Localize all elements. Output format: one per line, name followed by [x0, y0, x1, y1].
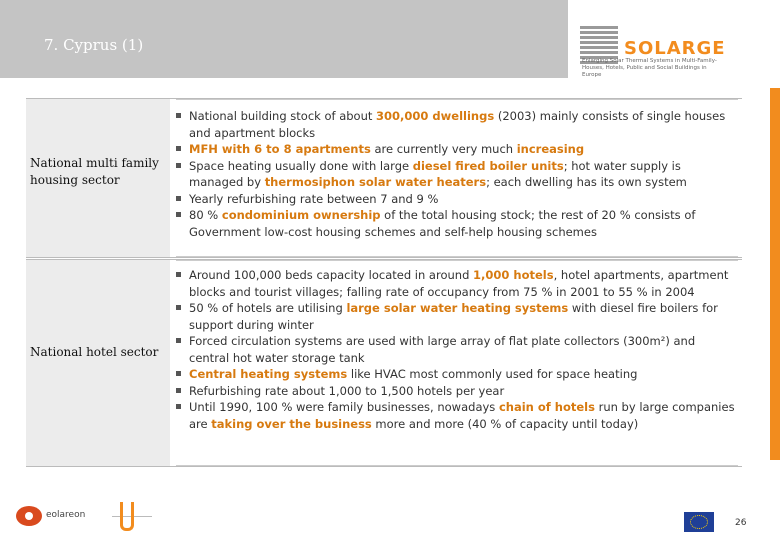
bullet-square-icon	[176, 163, 181, 168]
bullet-square-icon	[176, 338, 181, 343]
bullet-item	[176, 108, 738, 141]
bullet-text: like HVAC most commonly used for space heating	[347, 367, 638, 381]
eolareon-name: eolareon	[46, 510, 86, 520]
logo-name: SOLARGE	[624, 38, 726, 59]
bullet-item	[176, 333, 738, 366]
eu-flag-icon	[684, 512, 714, 532]
bullet-text: more and more (40 % of capacity until today)	[371, 416, 639, 431]
bullet-list	[176, 100, 738, 240]
bullet-square-icon	[176, 404, 181, 409]
bullet-item	[176, 399, 738, 432]
highlight-text: Central heating systems	[189, 367, 348, 381]
bullet-text: Yearly refurbishing rate between 7 and 9 %	[189, 191, 439, 206]
bullet-item	[176, 300, 738, 333]
bullet-item	[176, 191, 738, 208]
bullet-text: Until 1990, 100 % were family businesses, nowadays	[189, 400, 499, 414]
table-row	[26, 98, 742, 258]
bullet-square-icon	[176, 371, 181, 376]
bullet-text: , hotel apartments, apartment blocks and tourist villages; falling rate of occupancy from 75 % in 2001 to 55 % in 2004	[189, 268, 729, 299]
bullet-text: are currently very much	[370, 142, 517, 156]
highlight-text: 300,000 dwellings	[376, 109, 495, 123]
table-row	[26, 259, 742, 467]
bullet-text: Refurbishing rate about 1,000 to 1,500 hotels per year	[189, 383, 505, 398]
bullet-text: Forced circulation systems are used with large array of flat plate collectors (300m²) and central hot water storage tank	[189, 334, 696, 365]
bullet-square-icon	[176, 212, 181, 217]
bullet-text: with diesel fire boilers for support during winter	[189, 301, 718, 332]
bullet-list	[176, 261, 738, 432]
accent-bar	[770, 88, 780, 460]
bullet-text: of the total housing stock; the rest of 20 % consists of Government low-cost housing schemes and self-help housing schemes	[189, 208, 696, 239]
bullet-square-icon	[176, 272, 181, 277]
bullet-item	[176, 141, 738, 158]
bullet-item	[176, 383, 738, 400]
bullet-square-icon	[176, 305, 181, 310]
bullet-item	[176, 267, 738, 300]
highlight-text: thermosiphon solar water heaters	[264, 175, 487, 189]
highlight-text: condominium ownership	[221, 208, 381, 222]
row-label: National multi family housing sector	[30, 156, 159, 187]
row-content	[176, 99, 738, 257]
eolareon-mark-icon	[16, 506, 42, 526]
logo-tagline: Enlarging Solar Thermal Systems in Multi-Family-Houses, Hotels, Public and Social Buildings in Europe	[582, 58, 717, 78]
solarge-logo	[580, 26, 770, 82]
content-table	[26, 98, 742, 466]
highlight-text: MFH with 6 to 8 apartments	[189, 142, 371, 156]
highlight-text: increasing	[516, 142, 585, 156]
bullet-text: ; each dwelling has its own system	[486, 175, 687, 189]
bullet-item	[176, 158, 738, 191]
bullet-text: National building stock of about	[189, 109, 377, 123]
row-label-cell	[26, 99, 170, 257]
slide-title: 7. Cyprus (1)	[44, 36, 144, 54]
row-content	[176, 260, 738, 466]
highlight-text: 1,000 hotels	[473, 268, 554, 282]
bullet-item	[176, 207, 738, 240]
row-label: National hotel sector	[30, 345, 159, 359]
bullet-square-icon	[176, 146, 181, 151]
bullet-square-icon	[176, 113, 181, 118]
highlight-text: taking over the business	[211, 416, 372, 431]
highlight-text: diesel fired boiler units	[412, 158, 564, 173]
partner-logo	[112, 496, 152, 532]
bullet-square-icon	[176, 196, 181, 201]
bullet-text: 80 %	[189, 208, 222, 222]
bullet-text: ; hot water supply is managed by	[189, 158, 681, 189]
bullet-text: Around 100,000 beds capacity located in around	[189, 268, 474, 282]
bullet-item	[176, 366, 738, 383]
bullet-text: (2003) mainly consists of single houses and apartment blocks	[189, 109, 726, 140]
highlight-text: chain of hotels	[498, 400, 595, 414]
bullet-text: run by large companies are	[189, 400, 735, 431]
row-label-cell	[26, 260, 170, 466]
bullet-text: 50 % of hotels are utilising	[189, 301, 347, 315]
highlight-text: large solar water heating systems	[346, 301, 569, 315]
page-number: 26	[735, 518, 747, 528]
partner-u-icon	[120, 502, 134, 531]
bullet-text: Space heating usually done with large	[189, 158, 413, 173]
bullet-square-icon	[176, 388, 181, 393]
